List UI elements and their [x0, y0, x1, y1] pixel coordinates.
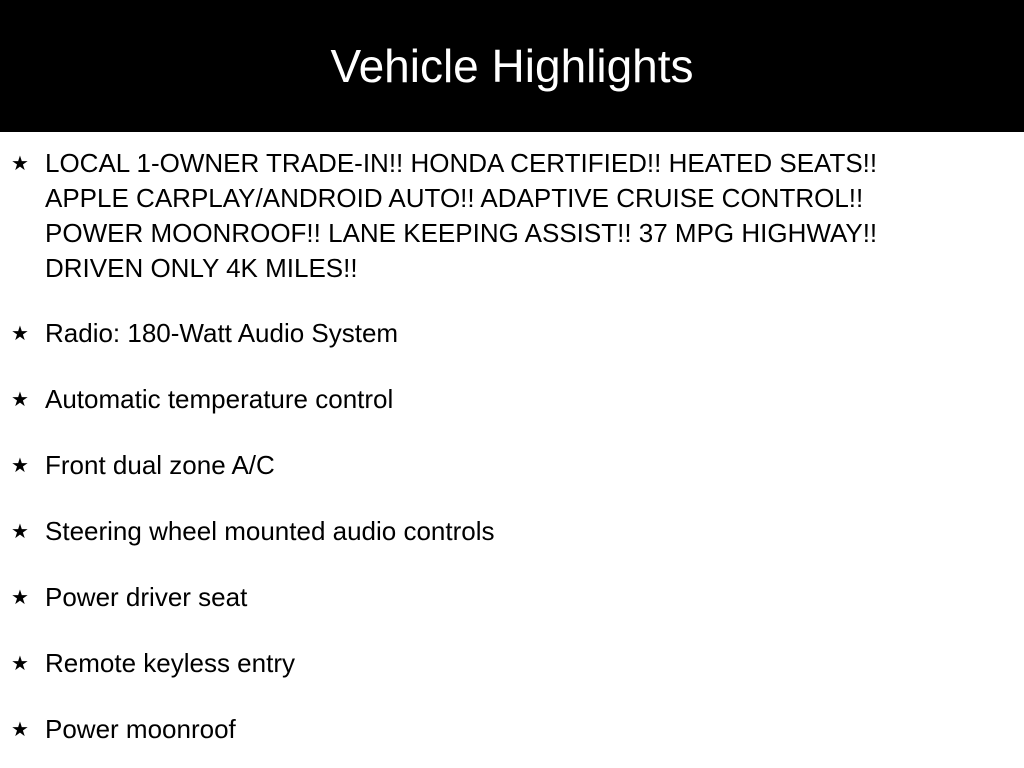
- star-icon: ★: [11, 321, 29, 345]
- page-title: Vehicle Highlights: [330, 40, 694, 92]
- star-icon: ★: [11, 387, 29, 411]
- list-item: [0, 514, 1024, 549]
- star-icon: ★: [11, 585, 29, 609]
- list-item: [0, 382, 1024, 417]
- star-icon: ★: [11, 519, 29, 543]
- list-item: [0, 448, 1024, 483]
- header-bar: [0, 0, 1024, 132]
- star-icon: ★: [11, 717, 29, 741]
- highlight-text: Remote keyless entry: [45, 648, 295, 678]
- highlight-text: Power moonroof: [45, 714, 236, 744]
- list-item: [0, 146, 1024, 286]
- list-item: [0, 646, 1024, 681]
- highlight-text: LOCAL 1-OWNER TRADE-IN!! HONDA CERTIFIED!! HEATED SEATS!! APPLE CARPLAY/ANDROID AUTO!! ADAPTIVE CRUISE CONTROL!! POWER MOONROOF!! LANE KEEPING ASSIST!! 37 MPG HIGHWAY!! DRIVEN ONLY 4K MILES!!: [45, 148, 878, 283]
- highlight-text: Front dual zone A/C: [45, 450, 275, 480]
- list-item: [0, 580, 1024, 615]
- list-item: [0, 712, 1024, 747]
- star-icon: ★: [11, 651, 29, 675]
- star-icon: ★: [11, 453, 29, 477]
- highlight-text: Steering wheel mounted audio controls: [45, 516, 495, 546]
- star-icon: ★: [11, 151, 29, 175]
- highlight-text: Power driver seat: [45, 582, 248, 612]
- list-item: [0, 316, 1024, 351]
- highlight-text: Automatic temperature control: [45, 384, 394, 414]
- highlight-text: Radio: 180-Watt Audio System: [45, 318, 399, 348]
